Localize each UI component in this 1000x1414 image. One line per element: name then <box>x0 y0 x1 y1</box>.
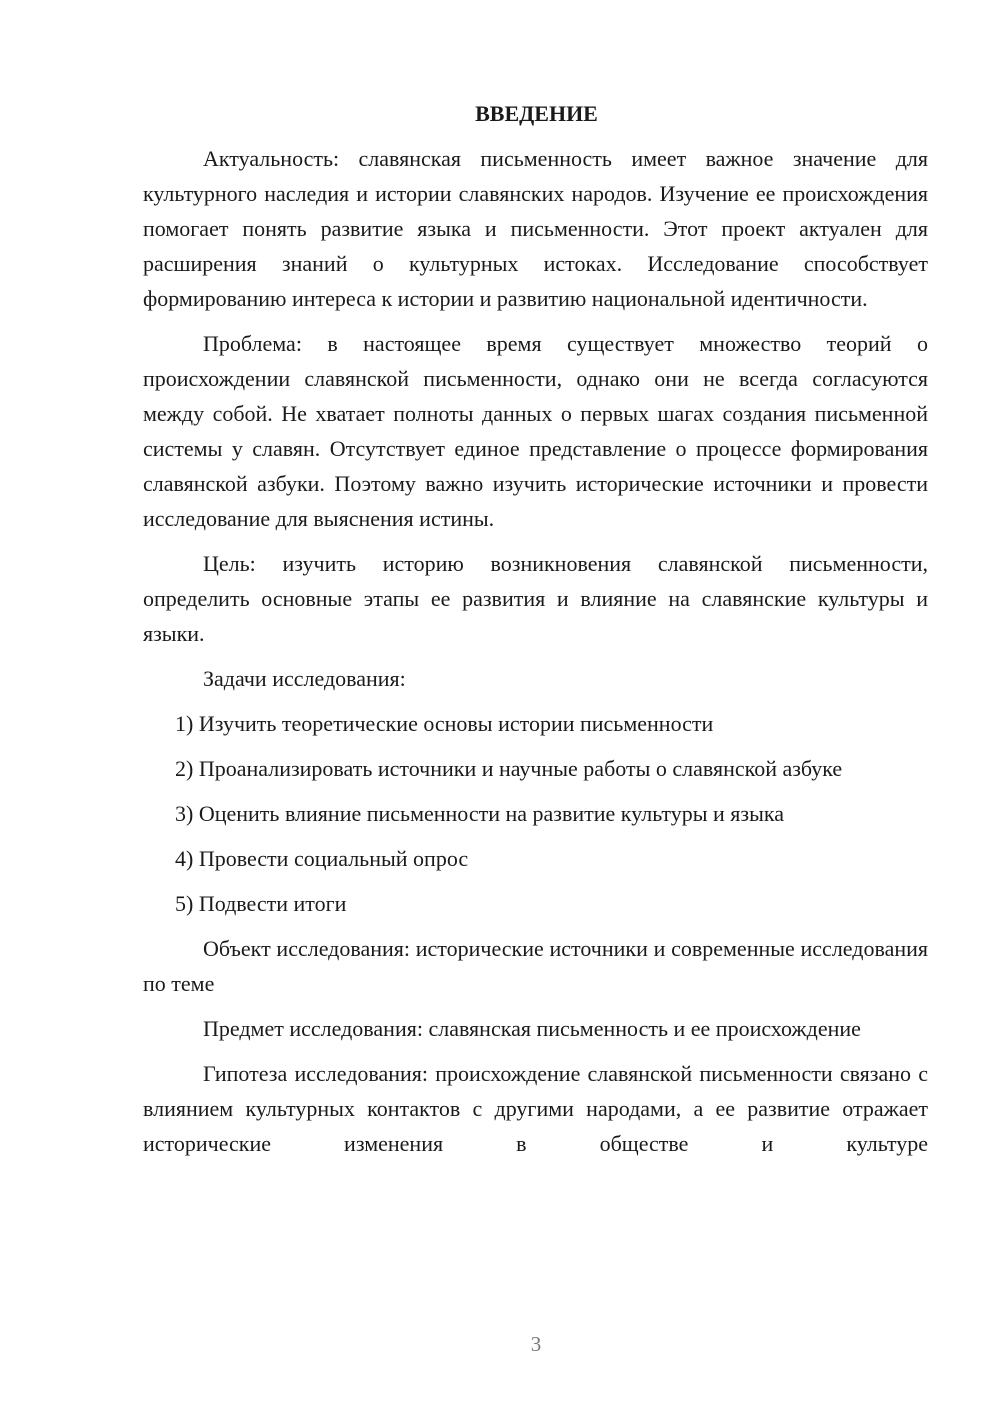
task-item-5: 5) Подвести итоги <box>175 891 347 916</box>
task-item-3: 3) Оценить влияние письменности на развитие культуры и языка <box>175 801 784 826</box>
section-title: ВВЕДЕНИЕ <box>475 101 598 126</box>
paragraph-subject: Предмет исследования: славянская письменность и ее происхождение <box>203 1016 861 1041</box>
paragraph-hypothesis: Гипотеза исследования: происхождение славянской письменности связано с влиянием культурных контактов с другими народами, а ее развитие отражает исторические изменения в обществе и культуре <box>143 1061 928 1156</box>
paragraph-relevance: Актуальность: славянская письменность имеет важное значение для культурного наследия и истории славянских народов. Изучение ее происхождения помогает понять развитие языка и письменности. Этот проект актуален для расширения знаний о культурных истоках. Исследование способствует формированию интереса к истории и развитию национальной идентичности. <box>143 146 928 311</box>
task-item-2: 2) Проанализировать источники и научные работы о славянской азбуке <box>175 756 843 781</box>
paragraph-problem: Проблема: в настоящее время существует множество теорий о происхождении славянской письменности, однако они не всегда согласуются между собой. Не хватает полноты данных о первых шагах создания письменной системы у славян. Отсутствует единое представление о процессе формирования славянской азбуки. Поэтому важно изучить исторические источники и провести исследование для выяснения истины. <box>143 331 928 531</box>
task-item-1: 1) Изучить теоретические основы истории письменности <box>175 711 714 736</box>
task-item-4: 4) Провести социальный опрос <box>175 846 469 871</box>
tasks-heading: Задачи исследования: <box>203 666 406 691</box>
paragraph-goal: Цель: изучить историю возникновения славянской письменности, определить основные этапы ее развития и влияние на славянские культуры и языки. <box>143 551 928 646</box>
page-content <box>143 96 928 1171</box>
page-number: 3 <box>530 1332 542 1356</box>
paragraph-object: Объект исследования: исторические источники и современные исследования по теме <box>143 936 928 996</box>
